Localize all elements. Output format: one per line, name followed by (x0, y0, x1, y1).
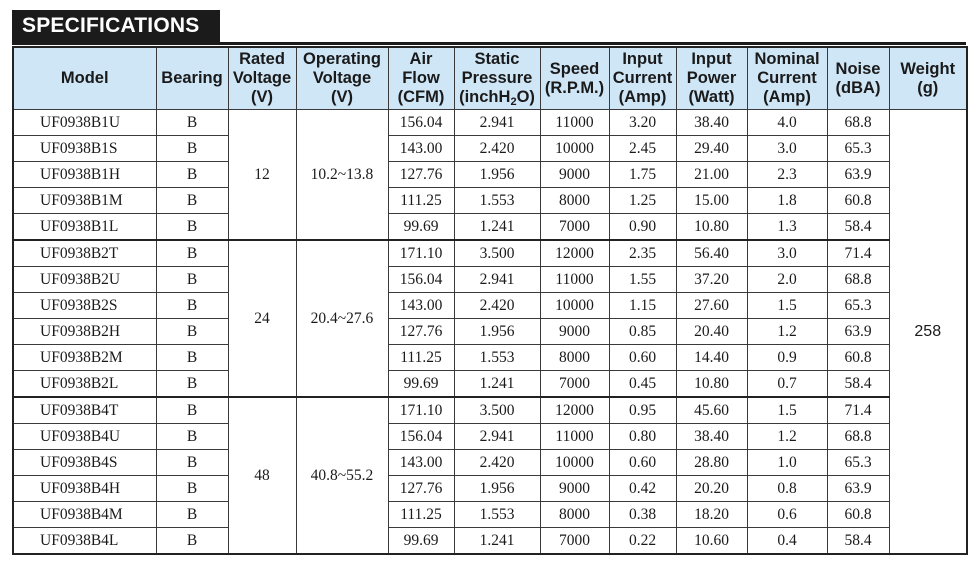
speed-cell: 11000 (540, 110, 609, 136)
input-current-cell: 0.60 (609, 450, 676, 476)
header-line: (Amp) (763, 88, 811, 106)
air-flow-cell: 156.04 (388, 110, 454, 136)
header-operating-voltage (296, 47, 388, 110)
header-line: Current (612, 69, 673, 87)
bearing-cell: B (156, 450, 228, 476)
header-speed (540, 47, 609, 110)
noise-cell: 58.4 (827, 371, 889, 398)
speed-cell: 10000 (540, 293, 609, 319)
speed-cell: 7000 (540, 214, 609, 241)
speed-cell: 8000 (540, 502, 609, 528)
header-line: (g) (917, 78, 939, 97)
speed-cell: 7000 (540, 371, 609, 398)
nominal-current-cell: 3.0 (747, 240, 827, 267)
table-body (13, 110, 967, 555)
model-cell: UF0938B2U (13, 267, 156, 293)
air-flow-cell: 111.25 (388, 345, 454, 371)
weight-cell: 258 (889, 110, 967, 555)
static-pressure-cell: 1.956 (454, 476, 540, 502)
bearing-cell: B (156, 188, 228, 214)
input-power-cell: 10.60 (676, 528, 747, 555)
model-cell: UF0938B2L (13, 371, 156, 398)
input-current-cell: 1.15 (609, 293, 676, 319)
noise-cell: 63.9 (827, 162, 889, 188)
noise-cell: 63.9 (827, 319, 889, 345)
table-header (13, 47, 967, 110)
operating-voltage-cell: 10.2~13.8 (296, 110, 388, 241)
noise-cell: 71.4 (827, 240, 889, 267)
nominal-current-cell: 1.8 (747, 188, 827, 214)
header-air-flow (388, 47, 454, 110)
header-input-power (676, 47, 747, 110)
header-line: Flow (402, 69, 440, 87)
static-pressure-cell: 3.500 (454, 240, 540, 267)
header-line: (Amp) (618, 88, 667, 106)
input-power-cell: 45.60 (676, 397, 747, 424)
bearing-cell: B (156, 110, 228, 136)
static-pressure-cell: 1.553 (454, 188, 540, 214)
static-pressure-cell: 1.241 (454, 528, 540, 555)
header-rated-voltage (228, 47, 296, 110)
static-pressure-cell: 2.941 (454, 424, 540, 450)
table-row (13, 319, 967, 345)
noise-cell: 68.8 (827, 424, 889, 450)
table-row (13, 214, 967, 241)
bearing-cell: B (156, 214, 228, 241)
static-pressure-cell: 2.420 (454, 136, 540, 162)
input-current-cell: 0.42 (609, 476, 676, 502)
input-power-cell: 10.80 (676, 214, 747, 241)
bearing-cell: B (156, 267, 228, 293)
air-flow-cell: 143.00 (388, 450, 454, 476)
static-pressure-cell: 1.553 (454, 345, 540, 371)
speed-cell: 11000 (540, 267, 609, 293)
header-line: Input (691, 50, 732, 68)
input-current-cell: 0.45 (609, 371, 676, 398)
header-line: Power (686, 69, 737, 87)
air-flow-cell: 156.04 (388, 267, 454, 293)
header-line: Model (60, 69, 109, 87)
header-line: Speed (549, 59, 600, 78)
header-bearing (156, 47, 228, 110)
header-static-pressure (454, 47, 540, 110)
bearing-cell: B (156, 397, 228, 424)
input-power-cell: 21.00 (676, 162, 747, 188)
noise-cell: 58.4 (827, 528, 889, 555)
static-pressure-cell: 3.500 (454, 397, 540, 424)
noise-cell: 60.8 (827, 502, 889, 528)
bearing-cell: B (156, 293, 228, 319)
header-line: Nominal (754, 50, 820, 68)
bearing-cell: B (156, 476, 228, 502)
static-pressure-cell: 1.553 (454, 502, 540, 528)
input-current-cell: 0.80 (609, 424, 676, 450)
header-line: Voltage (232, 69, 292, 87)
speed-cell: 9000 (540, 162, 609, 188)
input-current-cell: 1.25 (609, 188, 676, 214)
model-cell: UF0938B1L (13, 214, 156, 241)
bearing-cell: B (156, 345, 228, 371)
nominal-current-cell: 1.0 (747, 450, 827, 476)
model-cell: UF0938B1H (13, 162, 156, 188)
input-current-cell: 0.60 (609, 345, 676, 371)
bearing-cell: B (156, 319, 228, 345)
nominal-current-cell: 0.9 (747, 345, 827, 371)
model-cell: UF0938B1U (13, 110, 156, 136)
table-row (13, 162, 967, 188)
noise-cell: 65.3 (827, 293, 889, 319)
header-nominal-current (747, 47, 827, 110)
air-flow-cell: 156.04 (388, 424, 454, 450)
header-line: (V) (331, 88, 353, 106)
model-cell: UF0938B4H (13, 476, 156, 502)
header-line: (Watt) (688, 88, 735, 106)
table-row (13, 424, 967, 450)
table-row (13, 502, 967, 528)
table-row (13, 240, 967, 267)
header-line: Bearing (161, 69, 223, 87)
nominal-current-cell: 0.7 (747, 371, 827, 398)
input-power-cell: 15.00 (676, 188, 747, 214)
input-power-cell: 28.80 (676, 450, 747, 476)
operating-voltage-cell: 20.4~27.6 (296, 240, 388, 397)
speed-cell: 12000 (540, 397, 609, 424)
header-line: Noise (835, 59, 881, 78)
bearing-cell: B (156, 528, 228, 555)
nominal-current-cell: 1.2 (747, 319, 827, 345)
air-flow-cell: 171.10 (388, 397, 454, 424)
input-power-cell: 20.20 (676, 476, 747, 502)
input-current-cell: 0.38 (609, 502, 676, 528)
air-flow-cell: 143.00 (388, 293, 454, 319)
air-flow-cell: 99.69 (388, 528, 454, 555)
header-line: Input (622, 50, 663, 68)
static-pressure-cell: 2.420 (454, 293, 540, 319)
model-cell: UF0938B2S (13, 293, 156, 319)
noise-cell: 71.4 (827, 397, 889, 424)
header-line: Air (409, 50, 433, 68)
input-current-cell: 0.95 (609, 397, 676, 424)
nominal-current-cell: 4.0 (747, 110, 827, 136)
static-pressure-cell: 1.956 (454, 319, 540, 345)
static-pressure-cell: 1.241 (454, 214, 540, 241)
model-cell: UF0938B2M (13, 345, 156, 371)
input-power-cell: 18.20 (676, 502, 747, 528)
noise-cell: 65.3 (827, 136, 889, 162)
model-cell: UF0938B4L (13, 528, 156, 555)
nominal-current-cell: 2.0 (747, 267, 827, 293)
speed-cell: 8000 (540, 188, 609, 214)
header-input-current (609, 47, 676, 110)
operating-voltage-cell: 40.8~55.2 (296, 397, 388, 554)
air-flow-cell: 127.76 (388, 319, 454, 345)
model-cell: UF0938B2H (13, 319, 156, 345)
noise-cell: 63.9 (827, 476, 889, 502)
input-current-cell: 1.75 (609, 162, 676, 188)
table-row (13, 136, 967, 162)
input-current-cell: 2.35 (609, 240, 676, 267)
input-power-cell: 56.40 (676, 240, 747, 267)
table-row (13, 293, 967, 319)
static-pressure-cell: 2.420 (454, 450, 540, 476)
model-cell: UF0938B4T (13, 397, 156, 424)
table-row (13, 397, 967, 424)
table-row (13, 528, 967, 555)
header-line: (V) (251, 88, 273, 106)
nominal-current-cell: 0.8 (747, 476, 827, 502)
table-row (13, 345, 967, 371)
nominal-current-cell: 2.3 (747, 162, 827, 188)
input-current-cell: 0.90 (609, 214, 676, 241)
speed-cell: 9000 (540, 476, 609, 502)
header-static-pressure-line2: Pressure (461, 69, 533, 87)
input-power-cell: 14.40 (676, 345, 747, 371)
model-cell: UF0938B1S (13, 136, 156, 162)
input-power-cell: 38.40 (676, 424, 747, 450)
header-static-pressure-line1: Static (474, 50, 520, 68)
air-flow-cell: 111.25 (388, 502, 454, 528)
bearing-cell: B (156, 502, 228, 528)
input-power-cell: 20.40 (676, 319, 747, 345)
input-current-cell: 0.85 (609, 319, 676, 345)
rated-voltage-cell: 12 (228, 110, 296, 241)
air-flow-cell: 99.69 (388, 371, 454, 398)
model-cell: UF0938B4S (13, 450, 156, 476)
bearing-cell: B (156, 424, 228, 450)
input-power-cell: 29.40 (676, 136, 747, 162)
bearing-cell: B (156, 162, 228, 188)
air-flow-cell: 127.76 (388, 476, 454, 502)
rated-voltage-cell: 48 (228, 397, 296, 554)
noise-cell: 60.8 (827, 345, 889, 371)
nominal-current-cell: 1.5 (747, 397, 827, 424)
input-power-cell: 10.80 (676, 371, 747, 398)
header-model (13, 47, 156, 110)
specifications-title: SPECIFICATIONS (12, 10, 220, 42)
table-row (13, 188, 967, 214)
speed-cell: 7000 (540, 528, 609, 555)
header-line: (dBA) (835, 78, 881, 97)
header-line: Voltage (312, 69, 372, 87)
static-pressure-cell: 2.941 (454, 110, 540, 136)
static-pressure-cell: 1.956 (454, 162, 540, 188)
header-line: (R.P.M.) (544, 78, 605, 97)
input-power-cell: 27.60 (676, 293, 747, 319)
bearing-cell: B (156, 136, 228, 162)
speed-cell: 9000 (540, 319, 609, 345)
bearing-cell: B (156, 240, 228, 267)
air-flow-cell: 143.00 (388, 136, 454, 162)
header-line: Operating (303, 50, 381, 68)
static-pressure-cell: 2.941 (454, 267, 540, 293)
air-flow-cell: 99.69 (388, 214, 454, 241)
input-current-cell: 1.55 (609, 267, 676, 293)
model-cell: UF0938B2T (13, 240, 156, 267)
header-weight (889, 47, 967, 110)
nominal-current-cell: 0.6 (747, 502, 827, 528)
nominal-current-cell: 1.5 (747, 293, 827, 319)
noise-cell: 58.4 (827, 214, 889, 241)
noise-cell: 60.8 (827, 188, 889, 214)
input-current-cell: 0.22 (609, 528, 676, 555)
input-current-cell: 3.20 (609, 110, 676, 136)
table-row (13, 450, 967, 476)
input-current-cell: 2.45 (609, 136, 676, 162)
table-row (13, 110, 967, 136)
speed-cell: 10000 (540, 136, 609, 162)
nominal-current-cell: 3.0 (747, 136, 827, 162)
speed-cell: 8000 (540, 345, 609, 371)
nominal-current-cell: 0.4 (747, 528, 827, 555)
noise-cell: 68.8 (827, 110, 889, 136)
rated-voltage-cell: 24 (228, 240, 296, 397)
specifications-table (12, 46, 968, 555)
table-row (13, 476, 967, 502)
bearing-cell: B (156, 371, 228, 398)
speed-cell: 11000 (540, 424, 609, 450)
speed-cell: 10000 (540, 450, 609, 476)
header-noise (827, 47, 889, 110)
header-static-pressure-unit: (inchH$_2$O) (459, 88, 535, 108)
nominal-current-cell: 1.2 (747, 424, 827, 450)
model-cell: UF0938B4M (13, 502, 156, 528)
noise-cell: 65.3 (827, 450, 889, 476)
speed-cell: 12000 (540, 240, 609, 267)
static-pressure-cell: 1.241 (454, 371, 540, 398)
header-line: Weight (900, 59, 956, 78)
title-rule (12, 42, 966, 45)
header-line: (CFM) (397, 88, 445, 106)
air-flow-cell: 111.25 (388, 188, 454, 214)
table-row (13, 371, 967, 398)
header-line: Current (757, 69, 817, 87)
air-flow-cell: 171.10 (388, 240, 454, 267)
table-row (13, 267, 967, 293)
air-flow-cell: 127.76 (388, 162, 454, 188)
input-power-cell: 37.20 (676, 267, 747, 293)
model-cell: UF0938B4U (13, 424, 156, 450)
noise-cell: 68.8 (827, 267, 889, 293)
model-cell: UF0938B1M (13, 188, 156, 214)
input-power-cell: 38.40 (676, 110, 747, 136)
nominal-current-cell: 1.3 (747, 214, 827, 241)
header-line: Rated (239, 50, 285, 68)
